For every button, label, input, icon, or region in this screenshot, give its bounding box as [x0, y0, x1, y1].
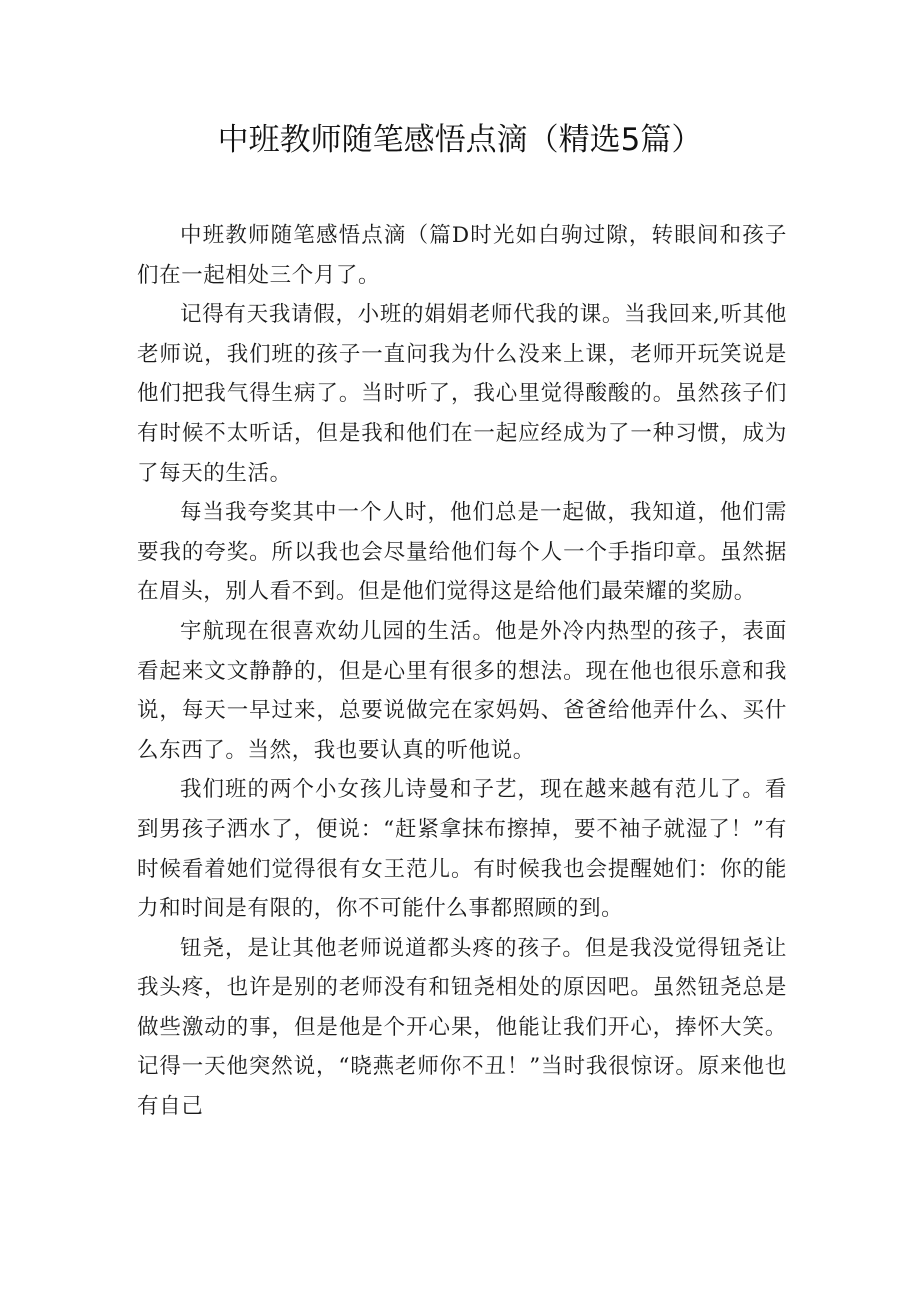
- paragraph-1: 中班教师随笔感悟点滴（篇D时光如白驹过隙，转眼间和孩子们在一起相处三个月了。: [137, 223, 787, 288]
- paragraph-6: 钮尧，是让其他老师说道都头疼的孩子。但是我没觉得钮尧让我头疼，也许是别的老师没有和钮尧相处的原因吧。虽然钮尧总是做些激动的事，但是他是个开心果，他能让我们开心，捧怀大笑。记得一天他突然说，“晓燕老师你不丑！”当时我很惊讶。原来他也有自己: [137, 935, 787, 1120]
- paragraph-2: 记得有天我请假，小班的娟娟老师代我的课。当我回来,听其他老师说，我们班的孩子一直问我为什么没来上课，老师开玩笑说是他们把我气得生病了。当时听了，我心里觉得酸酸的。虽然孩子们有时候不太听话，但是我和他们在一起应经成为了一种习惯，成为了每天的生活。: [137, 302, 787, 486]
- document-title: 中班教师随笔感悟点滴（精选5篇）: [217, 122, 703, 158]
- document-body: [137, 216, 787, 1127]
- paragraph-3: 每当我夸奖其中一个人时，他们总是一起做，我知道，他们需要我的夸奖。所以我也会尽量给他们每个人一个手指印章。虽然据在眉头，别人看不到。但是他们觉得这是给他们最荣耀的奖励。: [137, 500, 787, 605]
- paragraph-5: 我们班的两个小女孩儿诗曼和子艺，现在越来越有范儿了。看到男孩子洒水了，便说：“赶紧拿抹布擦掉，要不袖子就湿了！”有时候看着她们觉得很有女王范儿。有时候我也会提醒她们：你的能力和时间是有限的，你不可能什么事都照顾的到。: [137, 777, 787, 922]
- paragraph-4: 宇航现在很喜欢幼儿园的生活。他是外冷内热型的孩子，表面看起来文文静静的，但是心里有很多的想法。现在他也很乐意和我说，每天一早过来，总要说做完在家妈妈、爸爸给他弄什么、买什么东西了。当然，我也要认真的听他说。: [137, 618, 787, 763]
